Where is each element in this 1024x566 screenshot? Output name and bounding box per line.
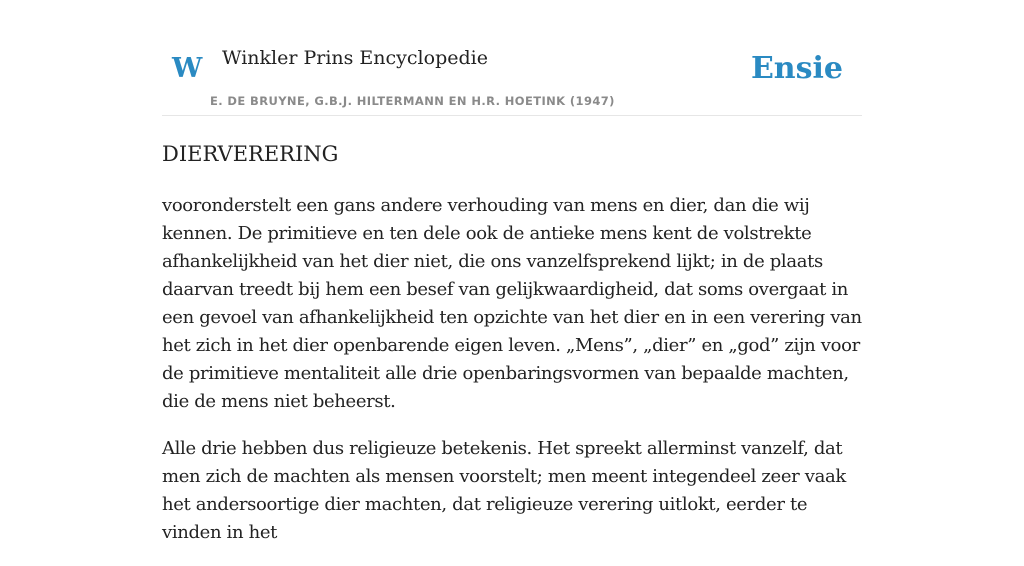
source-title[interactable]: Winkler Prins Encyclopedie <box>222 47 488 69</box>
article-body <box>162 192 862 566</box>
entry-title: DIERVERERING <box>162 142 339 166</box>
body-paragraph-2: Alle drie hebben dus religieuze betekenis. Het spreekt allerminst vanzelf, dat men zich de machten als mensen voorstelt; men meent integendeel zeer vaak het andersoortige dier machten, dat religieuze verering uitlokt, eerder te vinden in het <box>162 438 846 543</box>
winkler-prins-logo[interactable]: W <box>172 53 203 84</box>
article-page <box>162 0 862 543</box>
ensie-brand-logo[interactable]: Ensie <box>750 51 843 86</box>
source-authors: E. DE BRUYNE, G.B.J. HILTERMANN EN H.R. HOETINK (1947) <box>210 94 615 108</box>
body-paragraph-1: vooronderstelt een gans andere verhouding van mens en dier, dan die wij kennen. De primitieve en ten dele ook de antieke mens kent de volstrekte afhankelijkheid van het dier niet, die ons vanzelfsprekend lijkt; in de plaats daarvan treedt bij hem een besef van gelijkwaardigheid, dat soms overgaat in een gevoel van afhankelijkheid ten opzichte van het dier en in een verering van het zich in het dier openbarende eigen leven. „Mens”, „dier” en „god” zijn voor de primitieve mentaliteit alle drie openbaringsvormen van bepaalde machten, die de mens niet beheerst. <box>162 195 862 412</box>
source-header <box>162 0 862 116</box>
